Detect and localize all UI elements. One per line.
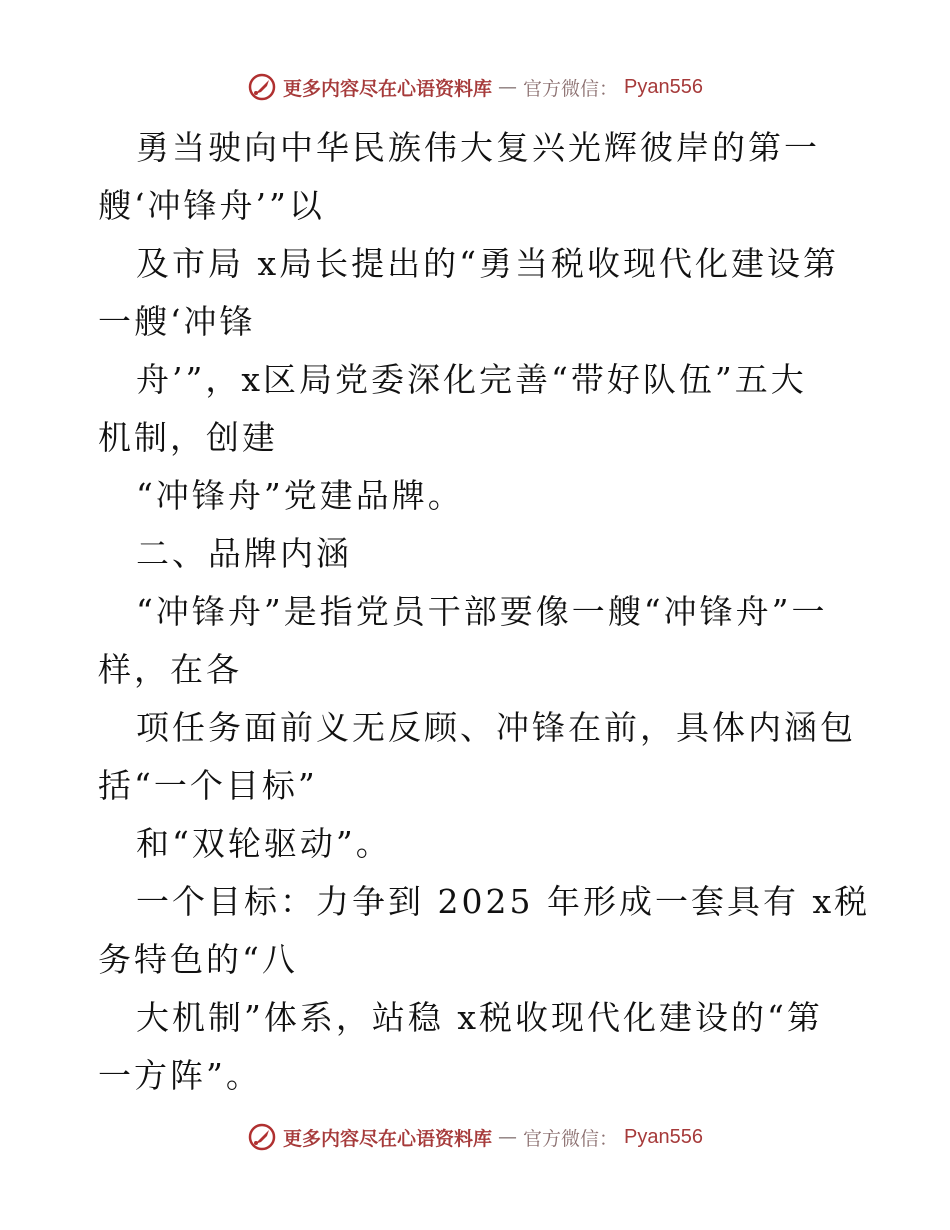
watermark-wechat-label: 官方微信： <box>523 1127 619 1150</box>
text-line: 舟’”，x区局党委深化完善“带好队伍”五大 <box>136 360 807 399</box>
text-line: 一方阵”。 <box>98 1056 262 1095</box>
text-line: 机制，创建 <box>98 418 278 457</box>
text-line: 样，在各 <box>98 650 242 689</box>
watermark-text: 更多内容尽在心语资料库 <box>283 77 493 100</box>
watermark-wechat-id: Pyan556 <box>624 1125 703 1148</box>
watermark-dash: — <box>498 1126 518 1148</box>
watermark-wechat-label: 官方微信： <box>523 77 619 100</box>
section-heading: 二、品牌内涵 <box>136 534 352 573</box>
text-line: 务特色的“八 <box>98 940 298 979</box>
text-line: “冲锋舟”是指党员干部要像一艘“冲锋舟”一 <box>136 592 828 631</box>
text-line: 一个目标：力争到 2025 年形成一套具有 x税 <box>136 882 871 921</box>
text-line: 艘‘冲锋舟’”以 <box>98 186 325 225</box>
text-line: 一艘‘冲锋 <box>98 302 256 341</box>
text-line: 大机制”体系，站稳 x税收现代化建设的“第 <box>136 998 823 1037</box>
text-line: 括“一个目标” <box>98 766 318 805</box>
watermark-text: 更多内容尽在心语资料库 <box>283 1127 493 1150</box>
quill-logo-icon <box>247 72 277 102</box>
text-line: 和“双轮驱动”。 <box>136 824 392 863</box>
text-line: 及市局 x局长提出的“勇当税收现代化建设第 <box>136 244 839 283</box>
watermark-wechat-id: Pyan556 <box>624 75 703 98</box>
quill-logo-icon <box>247 1122 277 1152</box>
text-line: “冲锋舟”党建品牌。 <box>136 476 464 515</box>
text-line: 勇当驶向中华民族伟大复兴光辉彼岸的第一 <box>136 128 820 167</box>
text-line: 项任务面前义无反顾、冲锋在前，具体内涵包 <box>136 708 856 747</box>
watermark-dash: — <box>498 76 518 98</box>
header-watermark <box>0 72 950 102</box>
footer-watermark <box>0 1122 950 1152</box>
